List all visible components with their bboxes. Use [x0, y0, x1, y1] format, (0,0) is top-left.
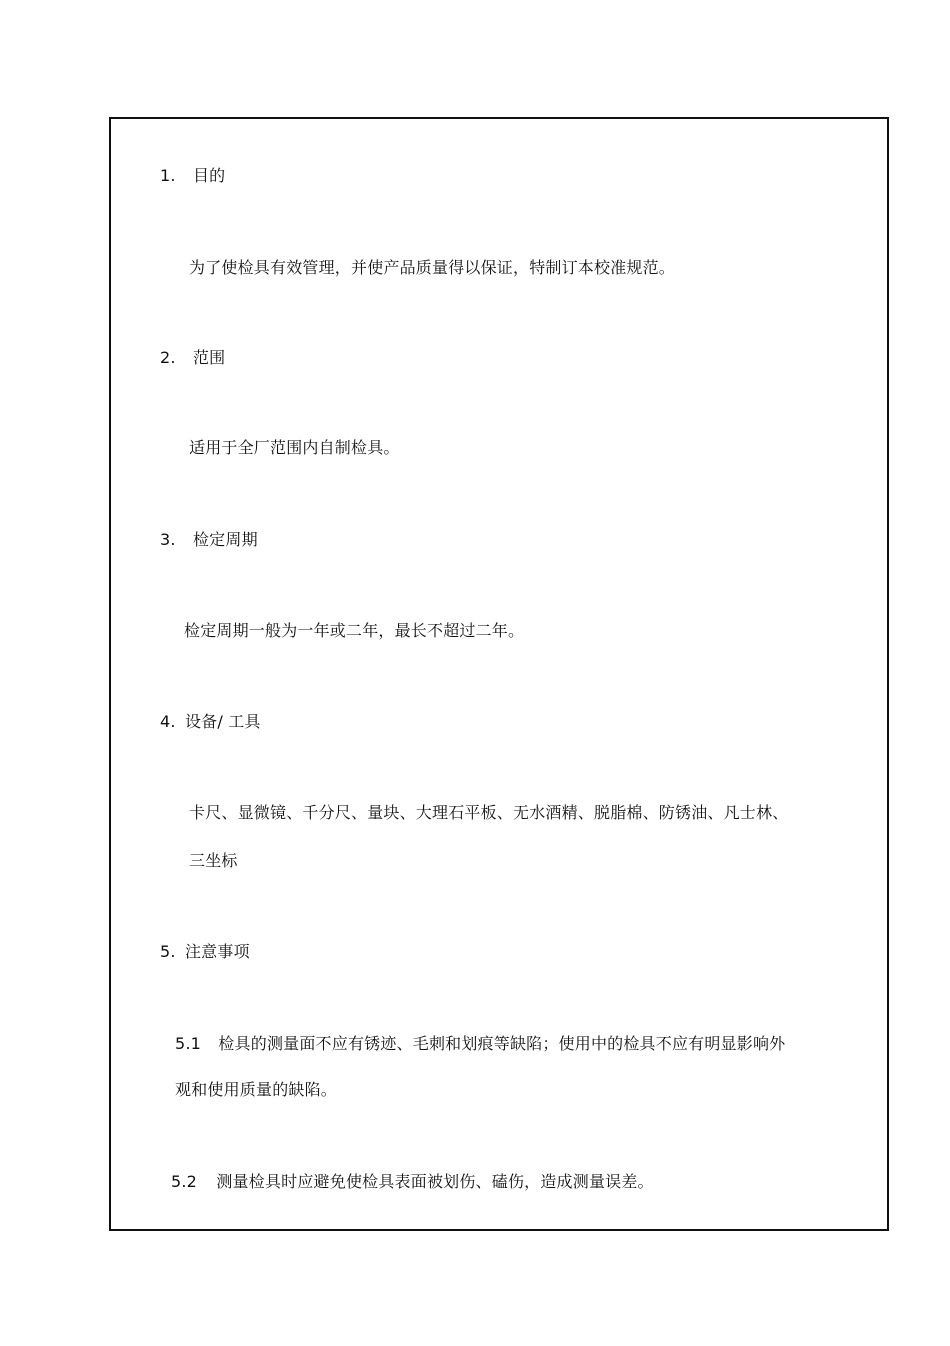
document-frame — [109, 117, 889, 1231]
subsection-line — [175, 1034, 785, 1054]
subsection-line — [171, 1172, 654, 1192]
paragraph-line: 为了使检具有效管理，并使产品质量得以保证，特制订本校准规范。 — [189, 258, 676, 277]
section-title: 范围 — [192, 348, 226, 367]
section-title: 目的 — [192, 166, 226, 185]
section-title: 检定周期 — [192, 530, 258, 549]
section-number: 3. — [160, 530, 176, 549]
section-heading — [160, 348, 225, 368]
paragraph-line: 观和使用质量的缺陷。 — [175, 1080, 338, 1099]
section-number: 5. — [160, 942, 176, 961]
section-title: 设备/ 工具 — [184, 712, 261, 731]
section-heading — [160, 712, 261, 732]
section-heading — [160, 166, 225, 186]
subsection-number: 5.1 — [175, 1034, 202, 1053]
section-number: 4. — [160, 712, 176, 731]
paragraph-line: 测量检具时应避免使检具表面被划伤、磕伤，造成测量误差。 — [216, 1172, 654, 1191]
paragraph-line: 卡尺、显微镜、千分尺、量块、大理石平板、无水酒精、脱脂棉、防锈油、凡士林、 — [189, 803, 789, 822]
section-heading — [160, 530, 258, 550]
paragraph-line: 适用于全厂范围内自制检具。 — [189, 438, 400, 457]
subsection-number: 5.2 — [171, 1172, 198, 1191]
paragraph-line: 检定周期一般为一年或二年，最长不超过二年。 — [184, 621, 525, 640]
section-heading — [160, 942, 250, 962]
paragraph-line: 检具的测量面不应有锈迹、毛刺和划痕等缺陷；使用中的检具不应有明显影响外 — [218, 1034, 786, 1053]
section-title: 注意事项 — [184, 942, 250, 961]
section-number: 1. — [160, 166, 176, 185]
paragraph-line: 三坐标 — [189, 851, 238, 870]
section-number: 2. — [160, 348, 176, 367]
